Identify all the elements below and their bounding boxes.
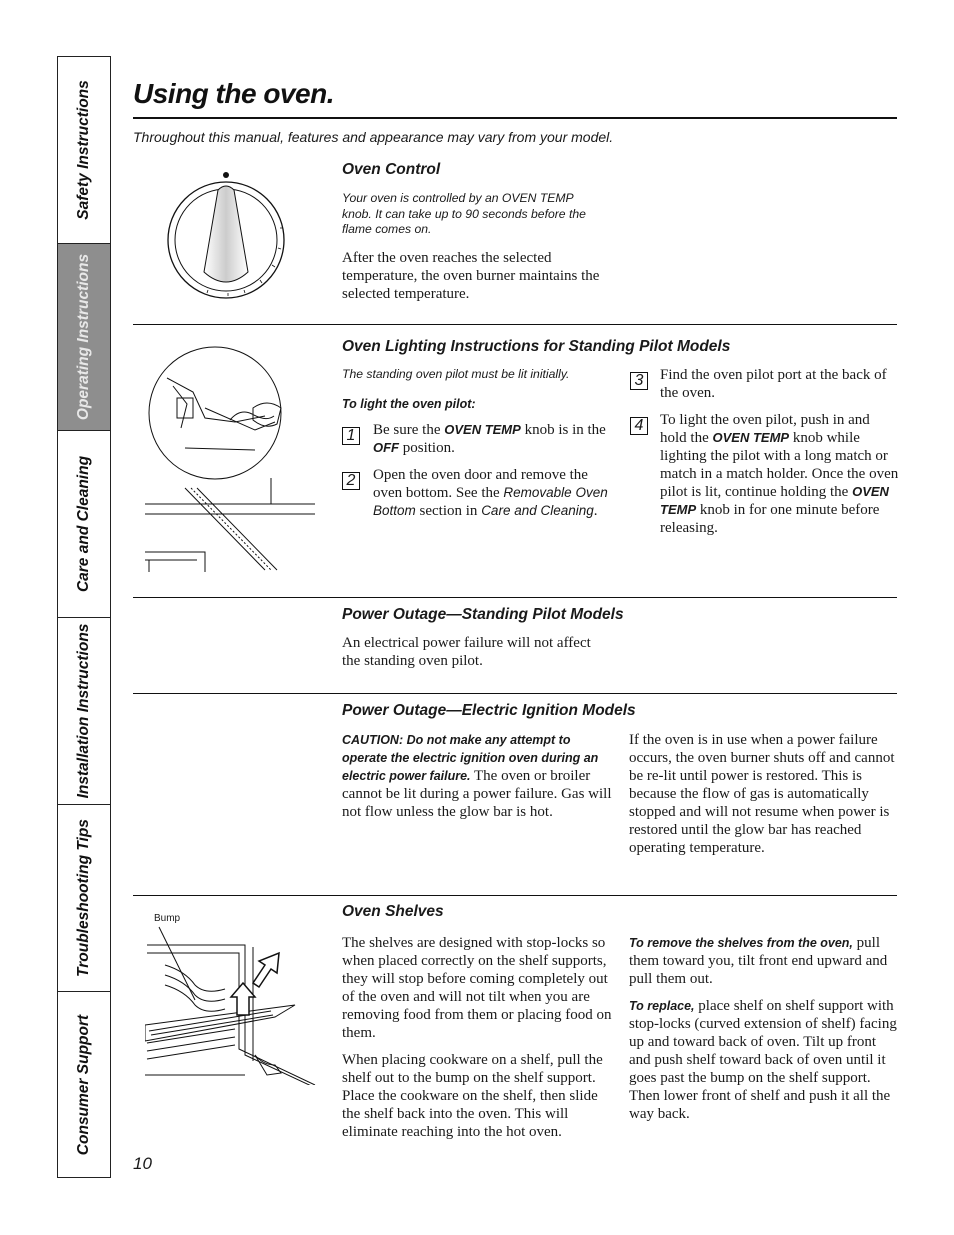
title-rule <box>133 117 897 119</box>
side-tabs <box>57 56 111 1178</box>
page-number: 10 <box>133 1154 152 1173</box>
section-rule <box>133 895 897 896</box>
oven-control-body: After the oven reaches the selected temperature, the oven burner maintains the selected temperature. <box>342 250 600 302</box>
oven-temp-knob-illustration <box>160 168 290 303</box>
tab-care-and-cleaning[interactable]: Care and Cleaning <box>58 431 110 618</box>
lighting-heading: Oven Lighting Instructions for Standing Pilot Models <box>342 338 731 355</box>
power-standing-body: An electrical power failure will not affect the standing oven pilot. <box>342 635 591 669</box>
tab-troubleshooting-tips[interactable]: Troubleshooting Tips <box>58 805 110 992</box>
to-light-label: To light the oven pilot: <box>342 397 476 411</box>
step-1-number: 1 <box>342 427 360 445</box>
tab-operating-instructions[interactable]: Operating Instructions <box>58 244 110 431</box>
step-3-number: 3 <box>630 372 648 390</box>
shelves-remove: To remove the shelves from the oven, pull them toward you, tilt front end upward and pull them out. <box>629 935 888 987</box>
page-subtitle: Throughout this manual, features and appearance may vary from your model. <box>133 129 614 145</box>
section-rule <box>133 597 897 598</box>
tab-consumer-support[interactable]: Consumer Support <box>75 1014 92 1155</box>
shelves-paragraph-1: The shelves are designed with stop-locks so when placed correctly on the shelf supports, they will stop before coming completely out of the oven and will not tilt when you are removing food from them or placing food on them. <box>342 935 612 1041</box>
shelves-replace: To replace, place shelf on shelf support with stop-locks (curved extension of shelf) facing up and toward back of oven. Tilt up front and push shelf toward back of oven until it goes past the bump on the shelf support. Then lower front of shelf and push it all the way back. <box>629 998 897 1122</box>
shelves-paragraph-2: When placing cookware on a shelf, pull the shelf out to the bump on the shelf support. Place the cookware on the shelf, then slide the shelf back into the oven. This will eliminate reaching into the hot oven. <box>342 1052 603 1140</box>
oven-control-heading: Oven Control <box>342 161 441 178</box>
step-2-text: Open the oven door and remove the oven bottom. See the Removable Oven Bottom section in Care and Cleaning. <box>373 467 608 519</box>
bump-label: Bump <box>154 913 181 924</box>
shelves-heading: Oven Shelves <box>342 903 444 920</box>
section-rule <box>133 324 897 325</box>
step-2-number: 2 <box>342 472 360 490</box>
tab-safety-instructions[interactable]: Safety Instructions <box>58 57 110 244</box>
power-electric-left: CAUTION: Do not make any attempt to operate the electric ignition oven during an electric power failure. The oven or broiler cannot be lit during a power failure. Gas will not flow unless the glow bar is hot. <box>342 733 612 820</box>
power-standing-heading: Power Outage—Standing Pilot Models <box>342 606 624 623</box>
power-electric-right: If the oven is in use when a power failure occurs, the oven burner shuts off and cannot be re-lit until power is restored. This is because the flow of gas is automatically stopped and will not resume when power is restored until the glow bar has reached operating temperature. <box>629 732 895 856</box>
pilot-lighting-illustration <box>145 338 315 572</box>
section-rule <box>133 693 897 694</box>
step-4-number: 4 <box>630 417 648 435</box>
step-3-text: Find the oven pilot port at the back of the oven. <box>660 367 887 401</box>
oven-control-note: Your oven is controlled by an OVEN TEMP knob. It can take up to 90 seconds before the flame comes on. <box>342 191 586 236</box>
page-title: Using the oven. <box>133 78 334 109</box>
caution-text: CAUTION: Do not make any attempt to operate the electric ignition oven during an electric power failure. <box>342 733 599 783</box>
step-1-text: Be sure the OVEN TEMP knob is in the OFF position. <box>373 422 606 456</box>
oven-shelf-illustration <box>145 925 320 1085</box>
step-4-text: To light the oven pilot, push in and hold the OVEN TEMP knob while lighting the pilot with a long match or match in a match holder. Once the oven pilot is lit, continue holding the OVEN TEMP knob in for one minute before releasing. <box>660 412 899 536</box>
lighting-note: The standing oven pilot must be lit initially. <box>342 367 570 381</box>
power-electric-heading: Power Outage—Electric Ignition Models <box>342 702 636 719</box>
tab-installation-instructions[interactable]: Installation Instructions <box>58 618 110 805</box>
